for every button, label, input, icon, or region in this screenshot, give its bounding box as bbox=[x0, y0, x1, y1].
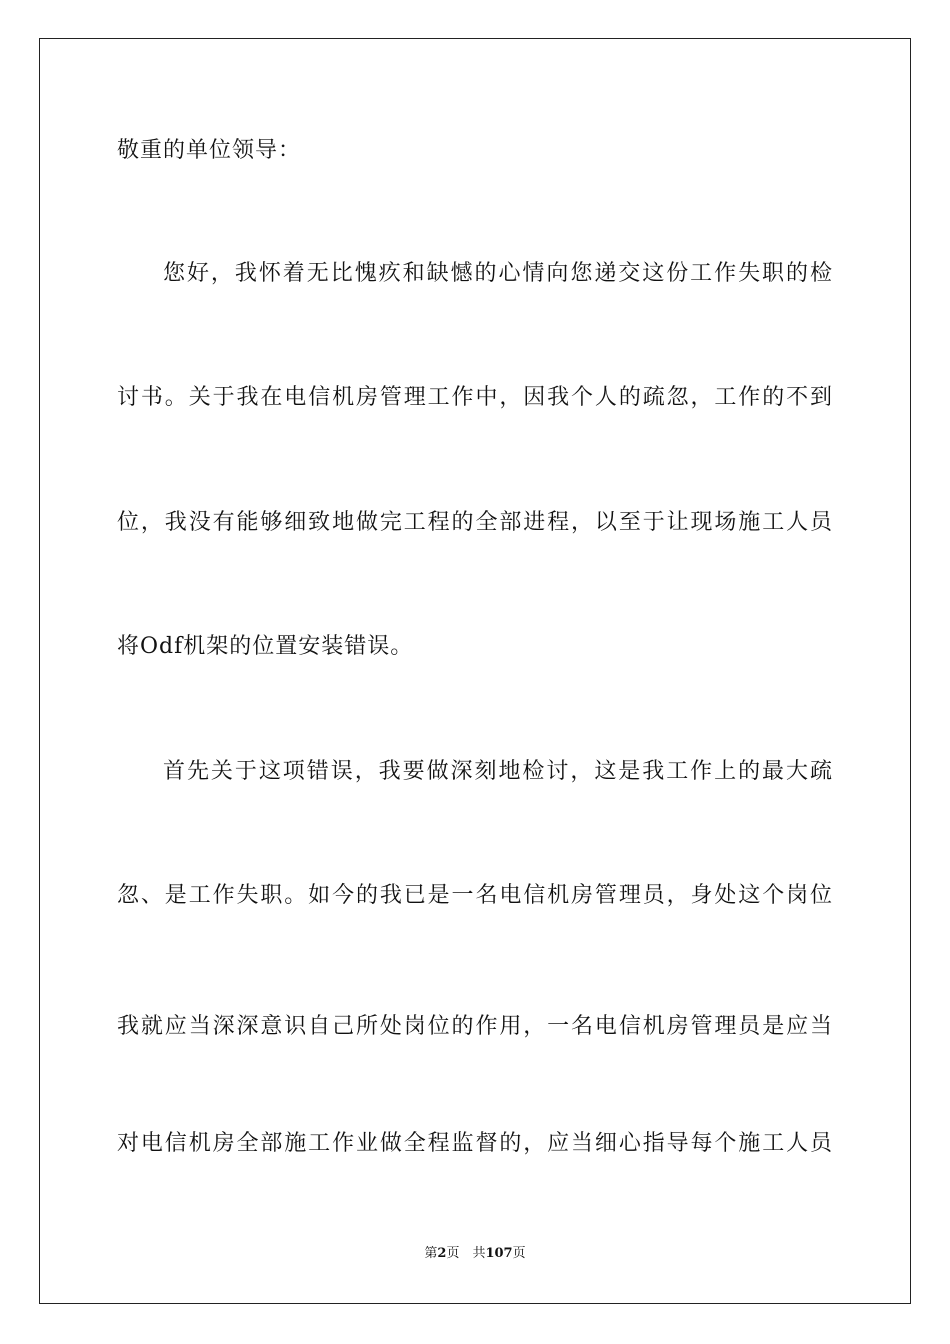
paragraph-line-2: 讨书。关于我在电信机房管理工作中，因我个人的疏忽，工作的不到 bbox=[117, 385, 833, 410]
paragraph-line-6: 忽、是工作失职。如今的我已是一名电信机房管理员，身处这个岗位 bbox=[117, 883, 833, 908]
paragraph-line-1: 您好，我怀着无比愧疚和缺憾的心情向您递交这份工作失职的检 bbox=[163, 261, 833, 286]
page-number-footer bbox=[0, 1245, 950, 1263]
page-border bbox=[39, 38, 911, 1304]
paragraph-line-7: 我就应当深深意识自己所处岗位的作用，一名电信机房管理员是应当 bbox=[117, 1014, 833, 1039]
paragraph-line-8: 对电信机房全部施工作业做全程监督的，应当细心指导每个施工人员 bbox=[117, 1131, 833, 1156]
footer-total-pages: 107 bbox=[485, 1246, 513, 1261]
paragraph-line-4: 将Odf机架的位置安装错误。 bbox=[117, 634, 414, 659]
footer-suffix: 页 bbox=[512, 1246, 526, 1261]
salutation: 敬重的单位领导： bbox=[117, 138, 302, 163]
footer-middle: 页 共 bbox=[446, 1246, 486, 1261]
paragraph-line-5: 首先关于这项错误，我要做深刻地检讨，这是我工作上的最大疏 bbox=[163, 759, 833, 784]
footer-prefix: 第 bbox=[424, 1246, 438, 1261]
footer-current-page: 2 bbox=[437, 1246, 447, 1261]
paragraph-line-3: 位，我没有能够细致地做完工程的全部进程，以至于让现场施工人员 bbox=[117, 510, 833, 535]
